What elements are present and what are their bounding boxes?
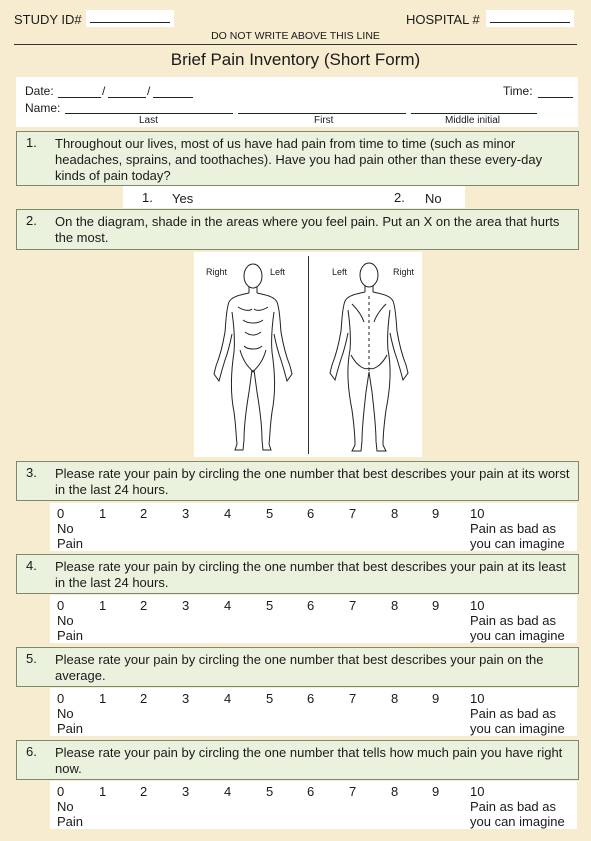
date-day-field[interactable]	[108, 85, 146, 98]
question-6-text: Please rate your pain by circling the one number that tells how much pain you have right now.	[55, 745, 563, 776]
scale-option-0[interactable]: 0	[57, 506, 65, 521]
front-body-figure	[208, 260, 298, 455]
scale-option-5[interactable]: 5	[266, 784, 274, 799]
scale-option-1[interactable]: 1	[99, 784, 107, 799]
scale-low-label: No	[57, 521, 74, 536]
body-diagram[interactable]	[194, 252, 422, 457]
date-slash: /	[147, 84, 151, 98]
do-not-write-notice: DO NOT WRITE ABOVE THIS LINE	[211, 30, 380, 42]
question-4-scale	[50, 595, 577, 643]
question-4-text: Please rate your pain by circling the one number that best describes your pain at its least in the last 24 hours.	[55, 559, 566, 590]
scale-option-2[interactable]: 2	[140, 784, 148, 799]
front-right-label: Right	[206, 267, 228, 277]
scale-low-label: No	[57, 613, 74, 628]
question-6-scale	[50, 781, 577, 829]
scale-option-8[interactable]: 8	[391, 598, 399, 613]
scale-high-label: you can imagine	[470, 814, 565, 829]
scale-option-7[interactable]: 7	[349, 506, 357, 521]
question-5-scale	[50, 688, 577, 736]
question-6-box	[16, 740, 579, 780]
scale-option-7[interactable]: 7	[349, 598, 357, 613]
patient-info-block	[16, 77, 578, 127]
scale-option-7[interactable]: 7	[349, 784, 357, 799]
scale-option-1[interactable]: 1	[99, 506, 107, 521]
hospital-field[interactable]	[486, 10, 574, 27]
scale-option-6[interactable]: 6	[307, 598, 315, 613]
front-left-label: Left	[270, 267, 286, 277]
scale-option-9[interactable]: 9	[432, 506, 440, 521]
first-name-field[interactable]	[238, 103, 406, 114]
middle-caption: Middle initial	[445, 115, 501, 126]
name-label: Name:	[25, 101, 61, 115]
study-id-label: STUDY ID#	[14, 12, 82, 27]
scale-option-3[interactable]: 3	[182, 506, 190, 521]
question-1-options	[123, 186, 465, 208]
first-caption: First	[314, 115, 334, 126]
question-3-box	[16, 461, 579, 501]
option-no[interactable]: No	[425, 191, 442, 206]
last-caption: Last	[139, 115, 158, 126]
question-1-number: 1.	[26, 135, 37, 150]
option-no-number: 2.	[394, 190, 405, 205]
scale-option-5[interactable]: 5	[266, 506, 274, 521]
question-4-box	[16, 554, 579, 594]
scale-option-10[interactable]: 10	[470, 598, 485, 613]
scale-option-5[interactable]: 5	[266, 598, 274, 613]
scale-high-label: you can imagine	[470, 536, 565, 551]
scale-option-3[interactable]: 3	[182, 598, 190, 613]
scale-low-label: No	[57, 706, 74, 721]
scale-option-4[interactable]: 4	[224, 784, 232, 799]
scale-option-10[interactable]: 10	[470, 784, 485, 799]
date-label: Date:	[25, 84, 54, 98]
question-2-text: On the diagram, shade in the areas where you feel pain. Put an X on the area that hurts the most.	[55, 214, 560, 245]
option-yes[interactable]: Yes	[172, 191, 194, 206]
question-5-number: 5.	[26, 651, 37, 666]
scale-option-5[interactable]: 5	[266, 691, 274, 706]
date-month-field[interactable]	[58, 85, 101, 98]
question-5-text: Please rate your pain by circling the one number that best describes your pain on the average.	[55, 652, 544, 683]
scale-option-8[interactable]: 8	[391, 784, 399, 799]
scale-option-7[interactable]: 7	[349, 691, 357, 706]
question-5-box	[16, 647, 579, 687]
time-label: Time:	[503, 84, 533, 98]
scale-high-label: Pain as bad as	[470, 521, 557, 536]
scale-high-label: you can imagine	[470, 628, 565, 643]
back-left-label: Left	[332, 267, 348, 277]
header-divider	[14, 44, 577, 45]
scale-high-label: Pain as bad as	[470, 799, 557, 814]
scale-option-4[interactable]: 4	[224, 598, 232, 613]
scale-option-0[interactable]: 0	[57, 691, 65, 706]
scale-option-1[interactable]: 1	[99, 691, 107, 706]
question-3-scale	[50, 503, 577, 551]
scale-option-6[interactable]: 6	[307, 506, 315, 521]
scale-option-4[interactable]: 4	[224, 506, 232, 521]
scale-low-label: No	[57, 799, 74, 814]
hospital-label: HOSPITAL #	[406, 12, 480, 27]
scale-low-label: Pain	[57, 628, 84, 643]
last-name-field[interactable]	[65, 103, 233, 114]
scale-option-10[interactable]: 10	[470, 691, 485, 706]
scale-low-label: Pain	[57, 721, 84, 736]
study-id-field[interactable]	[86, 10, 174, 27]
scale-option-1[interactable]: 1	[99, 598, 107, 613]
scale-option-3[interactable]: 3	[182, 784, 190, 799]
scale-option-2[interactable]: 2	[140, 598, 148, 613]
question-1-text: Throughout our lives, most of us have had pain from time to time (such as minor headaches, sprains, and toothaches). Have you had pain other than these every-day kinds of pain today?	[55, 136, 543, 183]
time-field[interactable]	[538, 85, 573, 98]
middle-initial-field[interactable]	[411, 103, 537, 114]
scale-option-8[interactable]: 8	[391, 506, 399, 521]
scale-option-2[interactable]: 2	[140, 691, 148, 706]
question-2-box	[16, 209, 579, 250]
back-body-figure	[324, 260, 414, 455]
diagram-divider	[308, 256, 309, 454]
scale-high-label: you can imagine	[470, 721, 565, 736]
question-1-box	[16, 131, 579, 186]
form-title: Brief Pain Inventory (Short Form)	[170, 50, 421, 69]
scale-option-0[interactable]: 0	[57, 598, 65, 613]
scale-option-6[interactable]: 6	[307, 784, 315, 799]
scale-option-8[interactable]: 8	[391, 691, 399, 706]
date-year-field[interactable]	[153, 85, 193, 98]
question-4-number: 4.	[26, 558, 37, 573]
date-slash: /	[102, 84, 106, 98]
scale-high-label: Pain as bad as	[470, 613, 557, 628]
scale-option-2[interactable]: 2	[140, 506, 148, 521]
question-2-number: 2.	[26, 213, 37, 228]
scale-low-label: Pain	[57, 536, 84, 551]
scale-low-label: Pain	[57, 814, 84, 829]
question-3-number: 3.	[26, 465, 37, 480]
scale-option-0[interactable]: 0	[57, 784, 65, 799]
scale-high-label: Pain as bad as	[470, 706, 557, 721]
scale-option-10[interactable]: 10	[470, 506, 485, 521]
scale-option-9[interactable]: 9	[432, 691, 440, 706]
scale-option-9[interactable]: 9	[432, 784, 440, 799]
question-6-number: 6.	[26, 744, 37, 759]
back-right-label: Right	[393, 267, 415, 277]
scale-option-4[interactable]: 4	[224, 691, 232, 706]
scale-option-3[interactable]: 3	[182, 691, 190, 706]
scale-option-6[interactable]: 6	[307, 691, 315, 706]
scale-option-9[interactable]: 9	[432, 598, 440, 613]
question-3-text: Please rate your pain by circling the one number that best describes your pain at its worst in the last 24 hours.	[55, 466, 570, 497]
option-yes-number: 1.	[142, 190, 153, 205]
